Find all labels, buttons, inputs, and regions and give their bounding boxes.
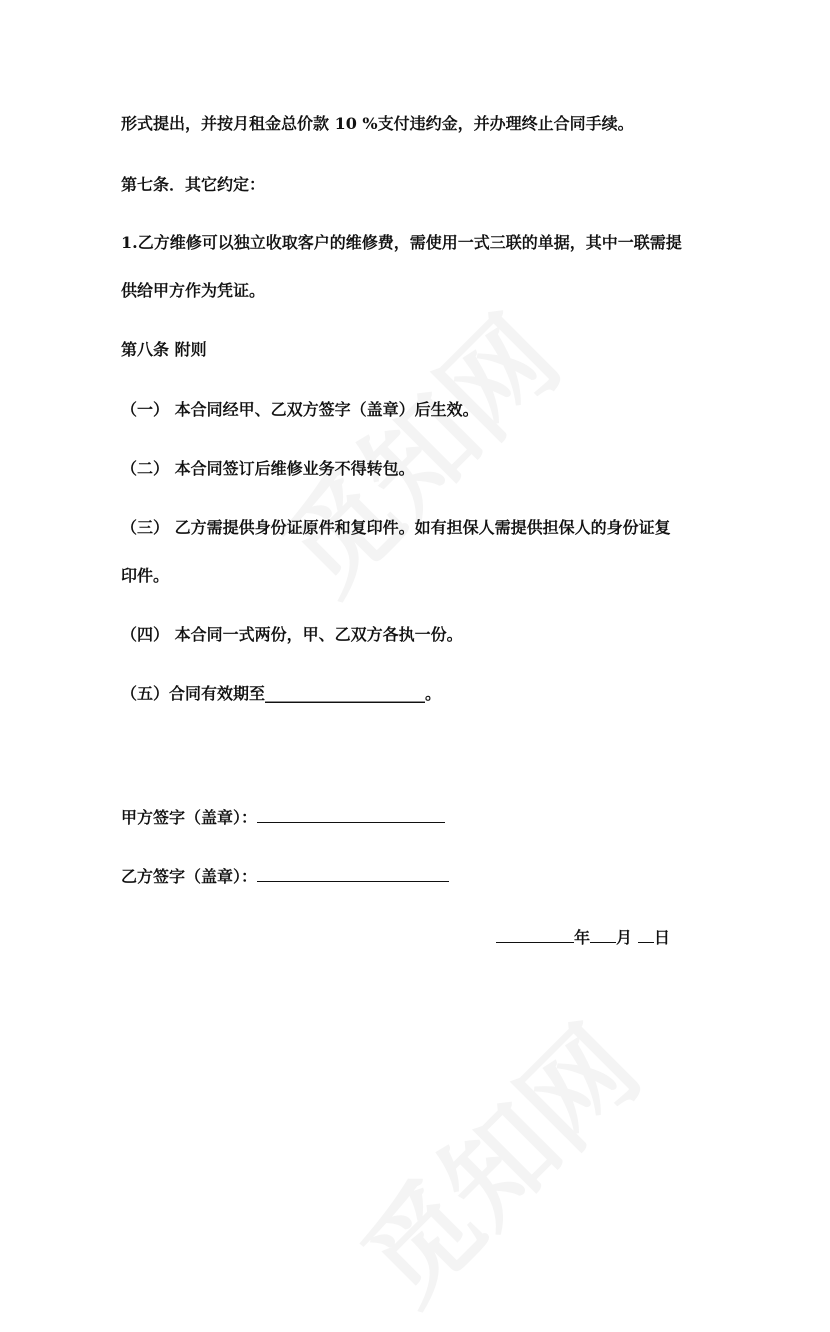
article-eight-item-3-continuation: 印件。 xyxy=(121,566,170,585)
party-b-signature-row xyxy=(121,864,449,887)
party-a-signature-row xyxy=(121,805,445,828)
article-eight-item-3: （三） 乙方需提供身份证原件和复印件。如有担保人需提供担保人的身份证复 xyxy=(121,518,671,537)
date-row xyxy=(496,925,670,948)
month-label: 月 xyxy=(616,928,633,947)
year-label: 年 xyxy=(574,928,591,947)
watermark xyxy=(242,276,587,621)
article-seven-item-1: 1.乙方维修可以独立收取客户的维修费，需使用一式三联的单据，其中一联需提 xyxy=(121,233,682,252)
article-seven-item-1-continuation: 供给甲方作为凭证。 xyxy=(121,281,266,300)
party-b-signature-label: 乙方签字（盖章）： xyxy=(121,867,258,886)
day-label: 日 xyxy=(654,928,671,947)
article-eight-heading: 第八条 附则 xyxy=(121,340,207,359)
party-b-signature-blank[interactable] xyxy=(257,864,449,882)
party-a-signature-label: 甲方签字（盖章）： xyxy=(121,808,258,827)
paragraph-penalty-continuation: 形式提出，并按月租金总价款 10 %支付违约金，并办理终止合同手续。 xyxy=(121,114,634,133)
article-seven-heading: 第七条．其它约定： xyxy=(121,175,266,194)
article-eight-item-2: （二） 本合同签订后维修业务不得转包。 xyxy=(121,459,415,478)
watermark xyxy=(322,986,667,1331)
article-eight-item-5: （五）合同有效期至____________________。 xyxy=(121,684,442,703)
year-blank[interactable] xyxy=(496,925,574,943)
month-blank[interactable] xyxy=(590,925,616,943)
article-eight-item-4: （四） 本合同一式两份，甲、乙双方各执一份。 xyxy=(121,625,463,644)
article-eight-item-1: （一） 本合同经甲、乙双方签字（盖章）后生效。 xyxy=(121,400,479,419)
day-blank[interactable] xyxy=(638,925,654,943)
party-a-signature-blank[interactable] xyxy=(257,805,445,823)
